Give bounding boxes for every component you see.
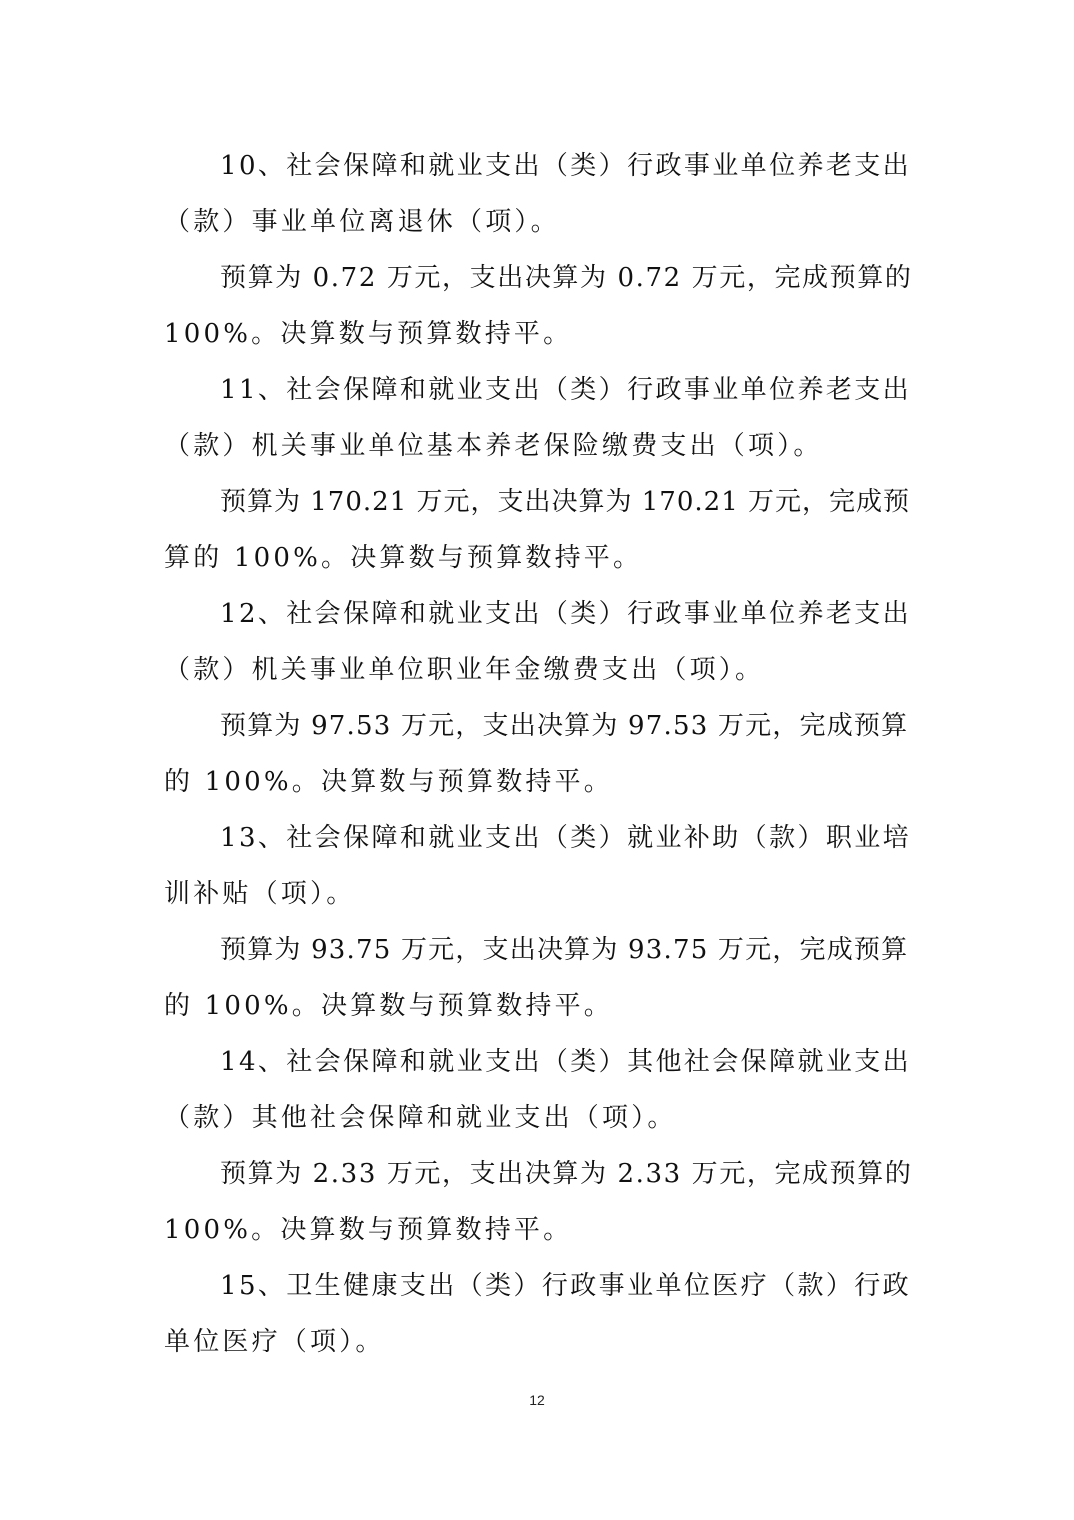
item-12-heading-line-1: 12、社会保障和就业支出（类）行政事业单位养老支出: [220, 599, 912, 629]
item-13-heading-line-2: 训补贴（项）。: [164, 879, 356, 909]
page-number: 12: [529, 1392, 545, 1408]
item-11-budget-line-1: 预算为 170.21 万元，支出决算为 170.21 万元，完成预: [220, 487, 911, 517]
item-14-heading-line-1: 14、社会保障和就业支出（类）其他社会保障就业支出: [220, 1047, 912, 1077]
item-12-heading-line-2: （款）机关事业单位职业年金缴费支出（项）。: [164, 655, 765, 685]
item-14-budget-line-1: 预算为 2.33 万元，支出决算为 2.33 万元，完成预算的: [220, 1159, 913, 1189]
item-10-heading-line-2: （款）事业单位离退休（项）。: [164, 207, 560, 237]
item-14-budget-line-2: 100%。决算数与预算数持平。: [164, 1215, 573, 1245]
item-10-heading-line-1: 10、社会保障和就业支出（类）行政事业单位养老支出: [220, 151, 912, 181]
item-13-budget-line-2: 的 100%。决算数与预算数持平。: [164, 991, 613, 1021]
item-12-budget-line-1: 预算为 97.53 万元，支出决算为 97.53 万元，完成预算: [220, 711, 909, 741]
item-15-heading-line-2: 单位医疗（项）。: [164, 1327, 385, 1357]
item-12-budget-line-2: 的 100%。决算数与预算数持平。: [164, 767, 613, 797]
item-14-heading-line-2: （款）其他社会保障和就业支出（项）。: [164, 1103, 677, 1133]
item-10-budget-line-1: 预算为 0.72 万元，支出决算为 0.72 万元，完成预算的: [220, 263, 913, 293]
item-11-heading-line-2: （款）机关事业单位基本养老保险缴费支出（项）。: [164, 431, 823, 461]
item-15-heading-line-1: 15、卫生健康支出（类）行政事业单位医疗（款）行政: [220, 1271, 912, 1301]
item-11-budget-line-2: 算的 100%。决算数与预算数持平。: [164, 543, 643, 573]
item-10-budget-line-2: 100%。决算数与预算数持平。: [164, 319, 573, 349]
item-13-budget-line-1: 预算为 93.75 万元，支出决算为 93.75 万元，完成预算: [220, 935, 909, 965]
item-13-heading-line-1: 13、社会保障和就业支出（类）就业补助（款）职业培: [220, 823, 912, 853]
item-11-heading-line-1: 11、社会保障和就业支出（类）行政事业单位养老支出: [220, 375, 912, 405]
